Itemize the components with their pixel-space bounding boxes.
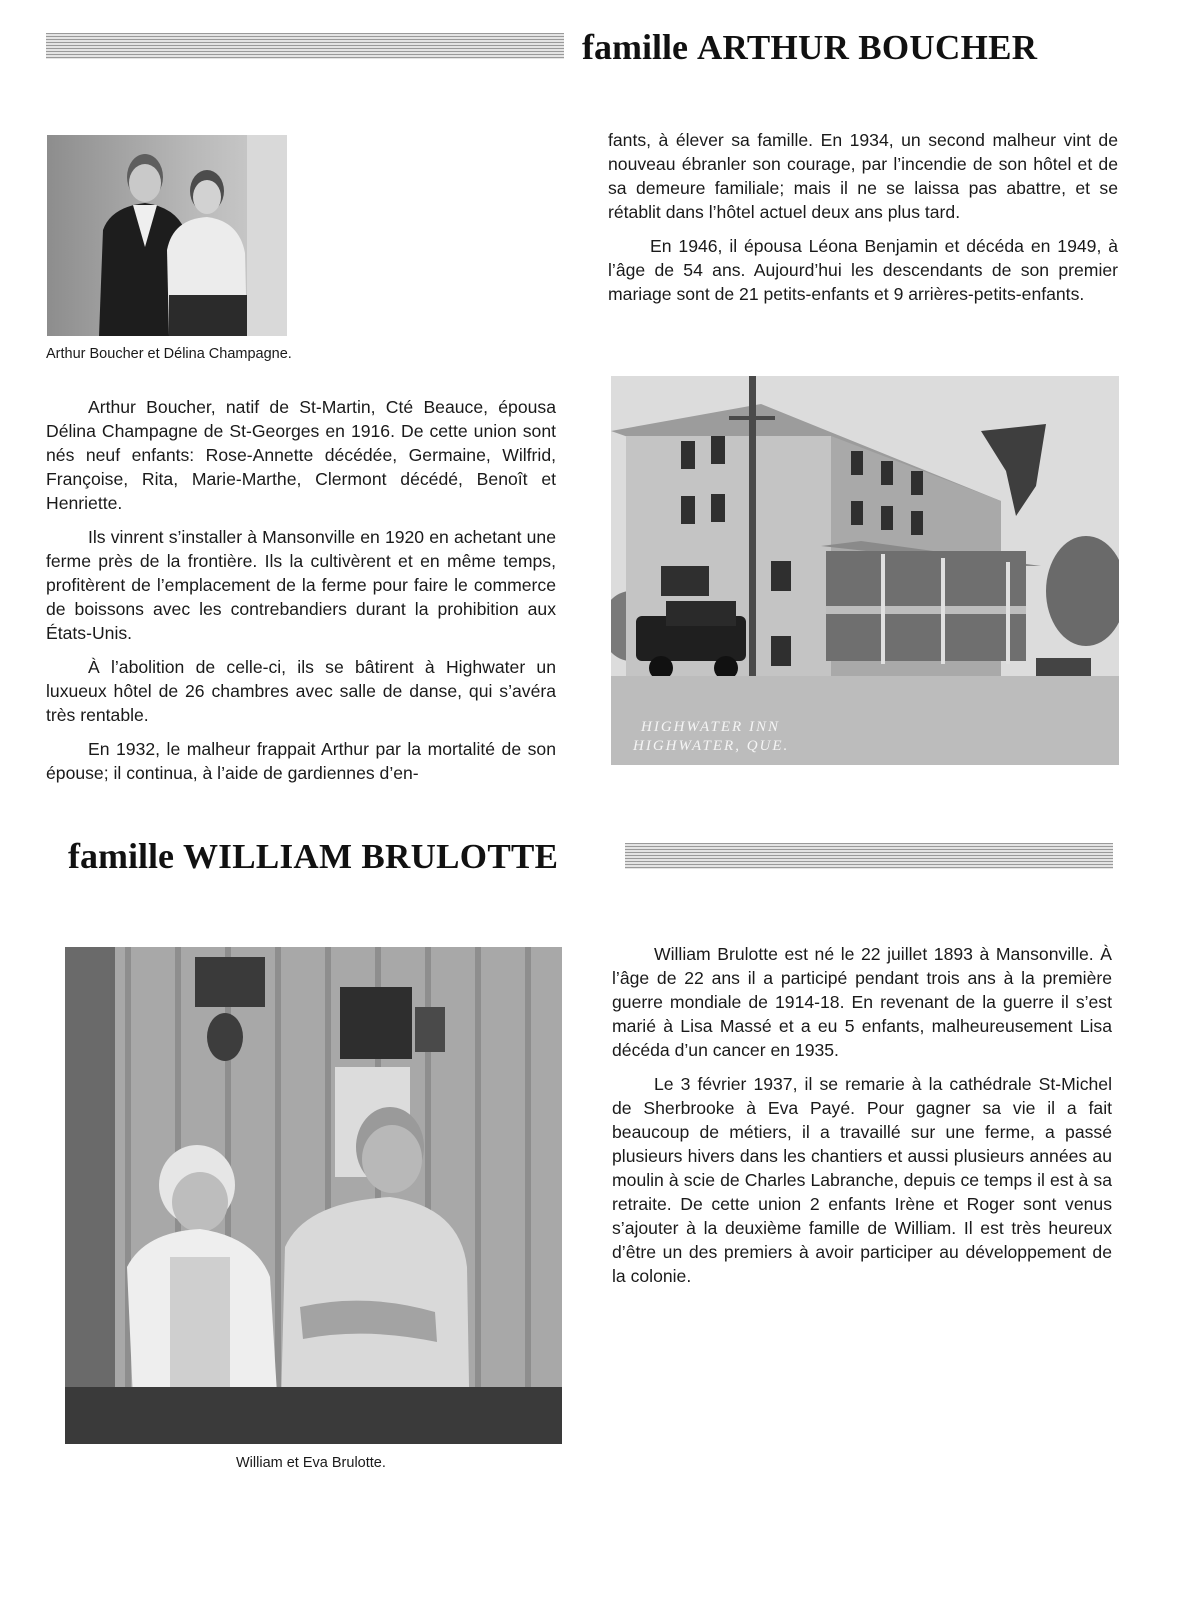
hotel-photo-inscription-1: HIGHWATER INN: [641, 719, 780, 735]
photo-caption-brulotte: William et Eva Brulotte.: [236, 1455, 386, 1471]
section-title-brulotte: [68, 836, 558, 877]
title-family-name: WILLIAM BRULOTTE: [182, 837, 559, 876]
paragraph: fants, à élever sa famille. En 1934, un second malheur vint de nouveau ébranler son courage, par l’incendie de son hôtel et de sa demeure familiale; mais il ne se laissa pas abattre, et se rétablit dans l’hôtel actuel deux ans plus tard.: [608, 130, 1118, 222]
photo-caption-boucher: Arthur Boucher et Délina Champagne.: [46, 346, 292, 362]
title-prefix: famille: [582, 27, 688, 67]
section-title-boucher: [582, 27, 1037, 68]
title-family-name: ARTHUR BOUCHER: [696, 28, 1038, 67]
title-prefix: famille: [68, 836, 174, 876]
paragraph: Ils vinrent s’installer à Mansonville en 1920 en achetant une ferme près de la frontière. Ils la cultivèrent et en même temps, profitèrent de l’emplacement de la ferme pour faire le commerce de boissons avec les contrebandiers durant la prohibition aux États-Unis.: [46, 527, 556, 643]
text-column-boucher-left: [46, 395, 556, 795]
paragraph: À l’abolition de celle-ci, ils se bâtirent à Highwater un luxueux hôtel de 26 chambres avec salle de danse, qui s’avéra très rentable.: [46, 657, 556, 725]
text-column-boucher-right: [608, 128, 1118, 316]
header-rule-boucher: [46, 33, 564, 59]
photo-arthur-delina: [47, 135, 287, 336]
photo-william-eva: [65, 947, 562, 1444]
text-column-brulotte: [612, 942, 1112, 1298]
hotel-photo-inscription-2: HIGHWATER, QUE.: [633, 738, 790, 754]
paragraph: Le 3 février 1937, il se remarie à la cathédrale St-Michel de Sherbrooke à Eva Payé. Pour gagner sa vie il a fait beaucoup de métiers, il a travaillé sur une ferme, a passé plusieurs hivers dans les chantiers et aussi plusieurs années au moulin à scie de Charles Labranche, depuis ce temps il est à sa retraite. De cette union 2 enfants Irène et Roger sont venus s’ajouter à la deuxième famille de William. Il est très heureux d’être un des premiers à avoir participer au développement de la colonie.: [612, 1074, 1112, 1286]
photo-highwater-inn: [611, 376, 1119, 765]
paragraph: William Brulotte est né le 22 juillet 1893 à Mansonville. À l’âge de 22 ans il a participé pendant trois ans à la première guerre mondiale de 1914-18. En revenant de la guerre il s’est marié à Lisa Massé et a eu 5 enfants, malheureusement Lisa décéda d’un cancer en 1935.: [612, 944, 1112, 1060]
paragraph: En 1932, le malheur frappait Arthur par la mortalité de son épouse; il continua, à l’aide de gardiennes d’en-: [46, 739, 556, 783]
paragraph: En 1946, il épousa Léona Benjamin et décéda en 1949, à l’âge de 54 ans. Aujourd’hui les descendants de son premier mariage sont de 21 petits-enfants et 9 arrières-petits-enfants.: [608, 236, 1118, 304]
header-rule-brulotte: [625, 843, 1113, 869]
paragraph: Arthur Boucher, natif de St-Martin, Cté Beauce, épousa Délina Champagne de St-Georges en 1916. De cette union sont nés neuf enfants: Rose-Annette décédée, Germaine, Wilfrid, Françoise, Rita, Marie-Marthe, Clermont décédé, Benoît et Henriette.: [46, 397, 556, 513]
